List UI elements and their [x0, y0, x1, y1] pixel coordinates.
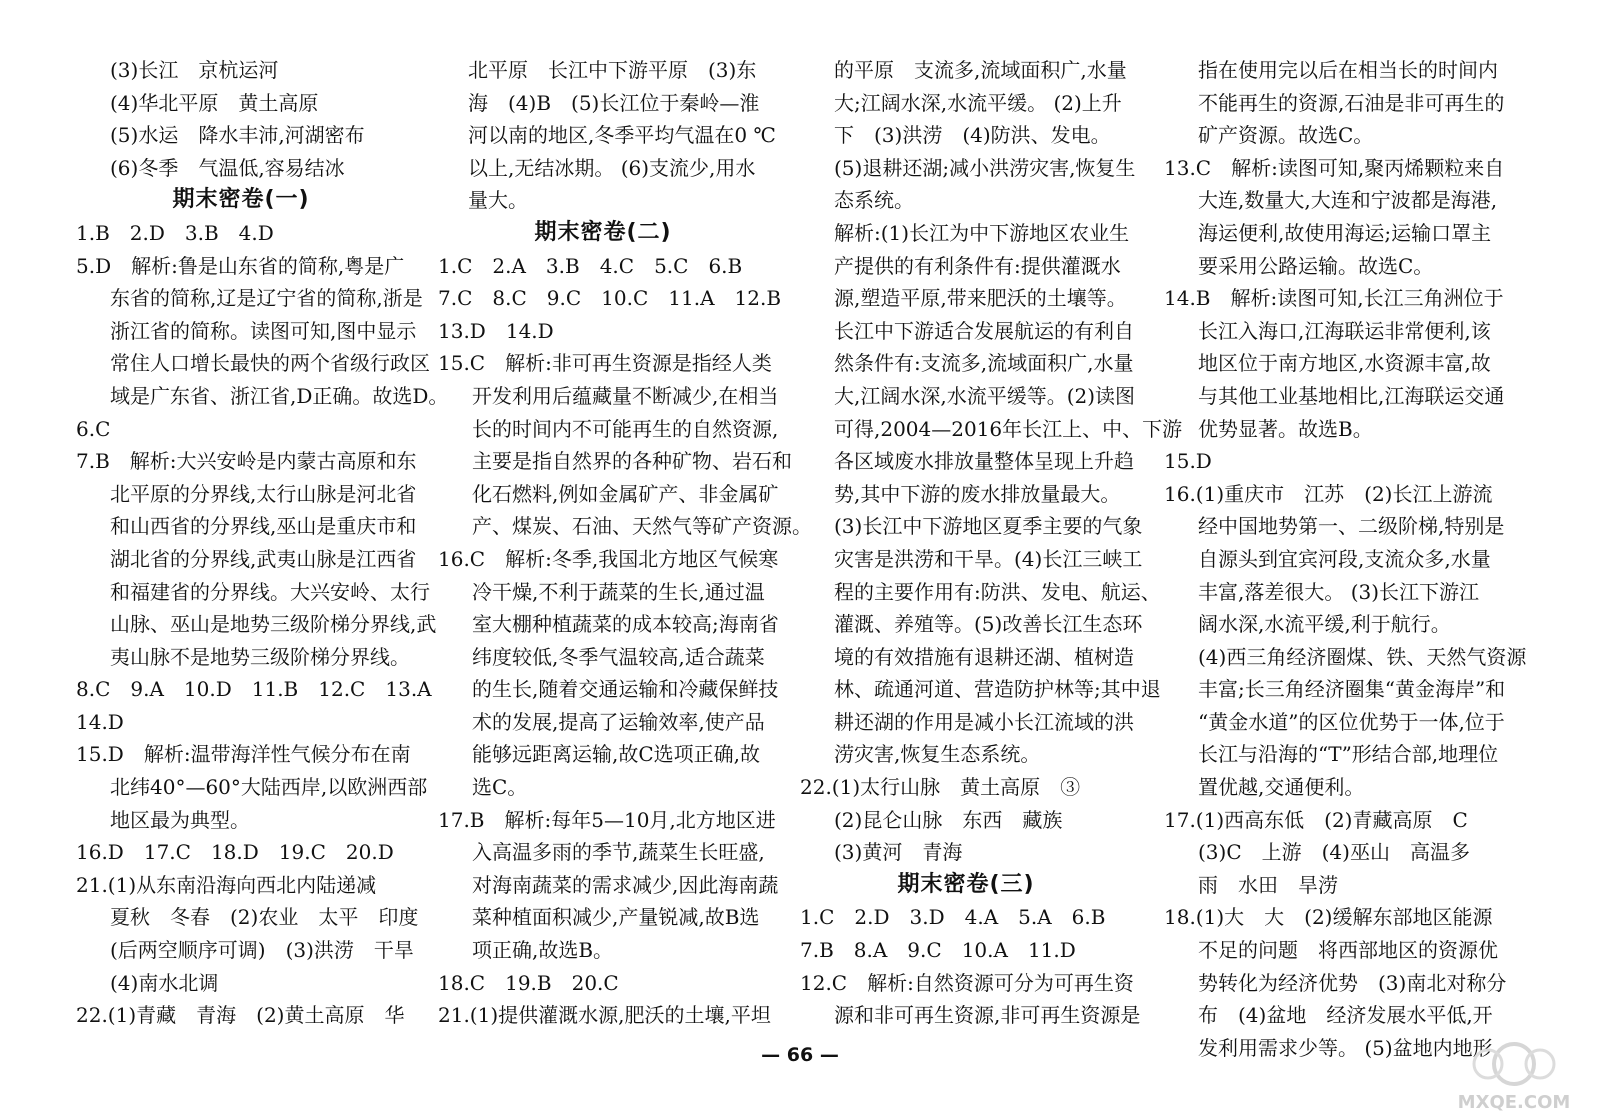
answer-line: 灌溉、养殖等。(5)改善长江生态环 — [834, 612, 1143, 637]
answer-line: 5.D 解析:鲁是山东省的简称,粤是广 — [76, 253, 405, 278]
answer-line: 室大棚种植蔬菜的成本较高;海南省 — [472, 612, 779, 637]
answer-line: 大连,数量大,大连和宁波都是海港, — [1198, 188, 1498, 213]
answer-column-2 — [438, 54, 812, 1032]
answer-line: 优势显著。故选B。 — [1198, 416, 1373, 441]
answer-line: 不足的问题 将西部地区的资源优 — [1198, 938, 1498, 963]
answer-line: 8.C 9.A 10.D 11.B 12.C 13.A — [76, 677, 432, 702]
answer-line: (4)西三角经济圈煤、铁、天然气资源 — [1198, 644, 1527, 669]
answer-line: 7.B 8.A 9.C 10.A 11.D — [800, 938, 1076, 963]
answer-line: 18.(1)大 大 (2)缓解东部地区能源 — [1164, 905, 1493, 930]
answer-line: 常住人口增长最快的两个省级行政区 — [110, 351, 430, 376]
answer-line: 产提供的有利条件有:提供灌溉水 — [834, 253, 1121, 278]
answer-line: 化石燃料,例如金属矿产、非金属矿 — [472, 481, 779, 506]
answer-line: 阔水深,水流平缓,利于航行。 — [1198, 612, 1451, 637]
answer-line: 7.B 解析:大兴安岭是内蒙古高原和东 — [76, 449, 417, 474]
answer-line: 21.(1)提供灌溉水源,肥沃的土壤,平坦 — [438, 1003, 771, 1028]
answer-line: 长江中下游适合发展航运的有利自 — [834, 318, 1134, 343]
answer-line: 湖北省的分界线,武夷山脉是江西省 — [110, 546, 417, 571]
answer-line: 雨 水田 旱涝 — [1198, 872, 1338, 897]
answer-line: 大,江阔水深,水流平缓等。(2)读图 — [834, 383, 1136, 408]
answer-line: 选C。 — [472, 775, 528, 800]
section-title: 期末密卷(三) — [897, 871, 1035, 897]
answer-line: 北平原的分界线,太行山脉是河北省 — [110, 481, 417, 506]
answer-line: 16.D 17.C 18.D 19.C 20.D — [76, 840, 394, 865]
answer-line: 14.B 解析:读图可知,长江三角洲位于 — [1164, 286, 1504, 311]
answer-line: 要采用公路运输。故选C。 — [1198, 253, 1434, 278]
answer-line: 和福建省的分界线。大兴安岭、太行 — [110, 579, 430, 604]
answer-line: (3)长江 京杭运河 — [110, 58, 279, 82]
answer-line: 北平原 长江中下游平原 (3)东 — [468, 58, 757, 82]
answer-line: 海 (4)B (5)长江位于秦岭—淮 — [468, 90, 760, 115]
answer-line: 入高温多雨的季节,蔬菜生长旺盛, — [472, 840, 765, 865]
answer-line: 长的时间内不可能再生的自然资源, — [472, 416, 779, 441]
answer-line: 山脉、巫山是地势三级阶梯分界线,武 — [110, 612, 437, 637]
answer-line: 河以南的地区,冬季平均气温在0 ℃ — [468, 123, 776, 148]
answer-line: 境的有效措施有退耕还湖、植树造 — [834, 644, 1134, 669]
answer-line: 东省的简称,辽是辽宁省的简称,浙是 — [110, 286, 423, 311]
answer-line: 开发利用后蕴藏量不断减少,在相当 — [472, 383, 779, 408]
watermark-text: MXQE.COM — [1457, 1092, 1571, 1113]
answer-line: 矿产资源。故选C。 — [1198, 123, 1374, 148]
answer-line: 与其他工业基地相比,江海联运交通 — [1198, 383, 1505, 408]
answer-line: 22.(1)太行山脉 黄土高原 ③ — [800, 775, 1081, 800]
answer-column-1 — [76, 54, 449, 1032]
answer-line: 冷干燥,不利于蔬菜的生长,通过温 — [472, 579, 765, 604]
answer-line: 长江与沿海的“T”形结合部,地理位 — [1198, 742, 1499, 767]
answer-column-4 — [1164, 54, 1527, 1064]
answer-line: 灾害是洪涝和干旱。(4)长江三峡工 — [834, 546, 1143, 571]
answer-line: 大;江阔水深,水流平缓。 (2)上升 — [834, 90, 1122, 115]
answer-line: 地区位于南方地区,水资源丰富,故 — [1198, 351, 1491, 376]
answer-line: 14.D — [76, 709, 124, 734]
answer-line: 源和非可再生资源,非可再生资源是 — [834, 1003, 1141, 1028]
answer-line: 的生长,随着交通运输和冷藏保鲜技 — [472, 677, 779, 702]
answer-line: 6.C — [76, 416, 111, 441]
answer-line: 不能再生的资源,石油是非可再生的 — [1198, 90, 1505, 115]
answer-line: 程的主要作用有:防洪、发电、航运、 — [834, 579, 1161, 604]
answer-line: (5)水运 降水丰沛,河湖密布 — [110, 123, 365, 148]
answer-line: 主要是指自然界的各种矿物、岩石和 — [472, 449, 792, 474]
answer-line: (6)冬季 气温低,容易结冰 — [110, 155, 345, 180]
answer-line: 态系统。 — [834, 188, 914, 213]
answer-line: (4)华北平原 黄土高原 — [110, 90, 319, 115]
answer-line: 林、疏通河道、营造防护林等;其中退 — [834, 677, 1161, 702]
answer-line: 22.(1)青藏 青海 (2)黄土高原 华 — [76, 1003, 405, 1028]
answer-line: 对海南蔬菜的需求减少,因此海南蔬 — [472, 872, 779, 897]
answer-line: “黄金水道”的区位优势于一体,位于 — [1198, 709, 1505, 734]
answer-line: 耕还湖的作用是减小长江流域的洪 — [834, 709, 1134, 734]
answer-line: 15.D 解析:温带海洋性气候分布在南 — [76, 742, 411, 767]
answer-line: 北纬40°—60°大陆西岸,以欧洲西部 — [110, 775, 428, 800]
answer-line: 丰富;长三角经济圈集“黄金海岸”和 — [1198, 677, 1506, 702]
answer-line: 17.(1)西高东低 (2)青藏高原 C — [1164, 807, 1468, 832]
watermark-logo — [1430, 1040, 1598, 1114]
answer-line: (3)C 上游 (4)巫山 高温多 — [1198, 840, 1470, 865]
answer-line: 1.C 2.D 3.D 4.A 5.A 6.B — [800, 905, 1106, 930]
answer-line: 发利用需求少等。 (5)盆地内地形 — [1198, 1035, 1493, 1060]
answer-line: (2)昆仑山脉 东西 藏族 — [834, 807, 1063, 832]
answer-line: (后两空顺序可调) (3)洪涝 干旱 — [110, 938, 414, 963]
answer-line: 涝灾害,恢复生态系统。 — [834, 742, 1041, 767]
answer-line: 势,其中下游的废水排放量最大。 — [834, 481, 1121, 506]
answer-line: 指在使用完以后在相当长的时间内 — [1198, 58, 1498, 82]
answer-line: 海运便利,故使用海运;运输口罩主 — [1198, 220, 1492, 245]
answer-line: (3)长江中下游地区夏季主要的气象 — [834, 514, 1143, 539]
answer-line: 18.C 19.B 20.C — [438, 970, 619, 995]
section-title: 期末密卷(二) — [534, 219, 672, 245]
answer-line: (3)黄河 青海 — [834, 840, 963, 865]
answer-line: 13.C 解析:读图可知,聚丙烯颗粒来自 — [1164, 155, 1505, 180]
answer-line: 16.(1)重庆市 江苏 (2)长江上游流 — [1164, 481, 1493, 506]
answer-line: 项正确,故选B。 — [472, 938, 614, 963]
answer-line: 夷山脉不是地势三级阶梯分界线。 — [110, 644, 410, 669]
answer-line: 以上,无结冰期。 (6)支流少,用水 — [468, 155, 756, 180]
answer-line: 自源头到宜宾河段,支流众多,水量 — [1198, 546, 1491, 571]
answer-line: 布 (4)盆地 经济发展水平低,开 — [1198, 1003, 1493, 1028]
answer-line: 12.C 解析:自然资源可分为可再生资 — [800, 970, 1134, 995]
answer-line: 地区最为典型。 — [110, 807, 250, 832]
answer-line: (5)退耕还湖;减小洪涝灾害,恢复生 — [834, 155, 1136, 180]
answer-line: 域是广东省、浙江省,D正确。故选D。 — [110, 383, 449, 408]
answer-line: 丰富,落差很大。 (3)长江下游江 — [1198, 579, 1480, 604]
answer-line: 解析:(1)长江为中下游地区农业生 — [834, 220, 1130, 245]
answer-line: 菜种植面积减少,产量锐减,故B选 — [472, 905, 760, 930]
answer-line: 15.D — [1164, 449, 1212, 474]
answer-line: 1.C 2.A 3.B 4.C 5.C 6.B — [438, 253, 743, 278]
answer-line: 量大。 — [468, 188, 528, 213]
answer-line: 置优越,交通便利。 — [1198, 775, 1365, 800]
answer-line: 13.D 14.D — [438, 318, 554, 343]
answer-line: 然条件有:支流多,流域面积广,水量 — [834, 351, 1134, 376]
answer-column-3 — [800, 54, 1183, 1032]
answer-line: 和山西省的分界线,巫山是重庆市和 — [110, 514, 417, 539]
answer-line: 产、煤炭、石油、天然气等矿产资源。 — [472, 514, 812, 539]
answer-line: 下 (3)洪涝 (4)防洪、发电。 — [834, 123, 1111, 148]
answer-line: 1.B 2.D 3.B 4.D — [76, 220, 274, 245]
answer-line: 纬度较低,冬季气温较高,适合蔬菜 — [472, 644, 765, 669]
answer-line: 的平原 支流多,流域面积广,水量 — [834, 58, 1127, 82]
answer-line: 17.B 解析:每年5—10月,北方地区进 — [438, 807, 776, 832]
page-number: — 66 — — [761, 1044, 839, 1066]
answer-line: 各区域废水排放量整体呈现上升趋 — [834, 449, 1134, 474]
answer-line: 长江入海口,江海联运非常便利,该 — [1198, 318, 1491, 343]
answer-line: 能够远距离运输,故C选项正确,故 — [472, 742, 761, 767]
answer-line: 浙江省的简称。读图可知,图中显示 — [110, 318, 417, 343]
answer-line: 21.(1)从东南沿海向西北内陆递减 — [76, 872, 377, 897]
answer-line: 经中国地势第一、二级阶梯,特别是 — [1198, 514, 1505, 539]
answer-line: 术的发展,提高了运输效率,使产品 — [472, 709, 765, 734]
answer-line: 源,塑造平原,带来肥沃的土壤等。 — [834, 286, 1127, 311]
answer-line: 夏秋 冬春 (2)农业 太平 印度 — [110, 905, 419, 930]
answer-line: 15.C 解析:非可再生资源是指经人类 — [438, 351, 772, 376]
answer-line: 7.C 8.C 9.C 10.C 11.A 12.B — [438, 286, 782, 311]
section-title: 期末密卷(一) — [172, 187, 310, 213]
answer-line: (4)南水北调 — [110, 970, 219, 995]
answer-line: 16.C 解析:冬季,我国北方地区气候寒 — [438, 546, 779, 571]
answer-line: 可得,2004—2016年长江上、中、下游 — [834, 416, 1183, 441]
answer-line: 势转化为经济优势 (3)南北对称分 — [1198, 970, 1507, 995]
